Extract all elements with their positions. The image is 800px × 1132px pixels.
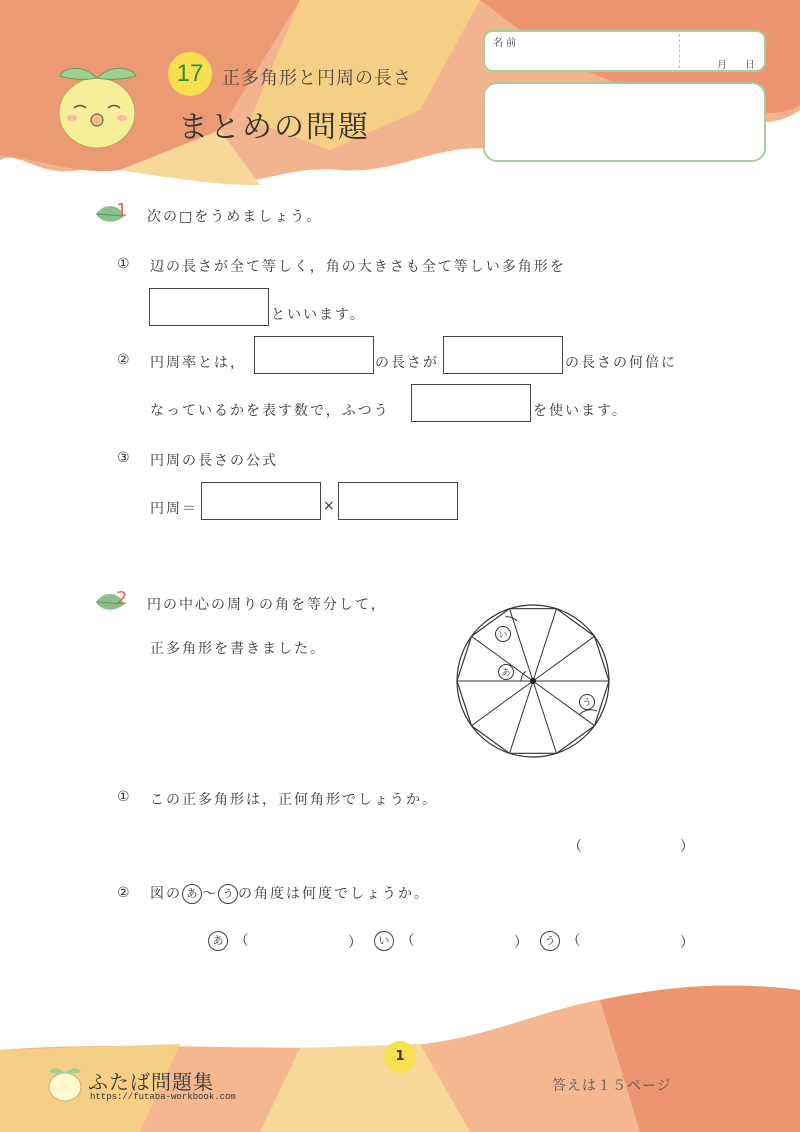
page-number-badge (384, 1041, 416, 1073)
q1-item2-answer-box-3[interactable] (411, 384, 531, 422)
q2-answer-u (540, 930, 582, 951)
q1-item1-answer-box[interactable] (149, 288, 269, 326)
q2-answer-u-field[interactable] (592, 928, 682, 950)
q2-item2-mark-u: う (218, 884, 238, 904)
month-label: 月 (717, 60, 727, 71)
angle-arc-u (579, 710, 597, 715)
q2-answer-a-mark: あ (208, 931, 228, 951)
q2-answer-a-field[interactable] (260, 928, 350, 950)
label-i: い (498, 630, 508, 641)
q1-item2-after: の長さの何倍に (565, 355, 677, 371)
q2-answer-a-close: ） (348, 935, 364, 951)
unit-number: 17 (176, 60, 204, 87)
q2-item1-answer-field[interactable] (590, 832, 680, 854)
q2-answer-i-field[interactable] (426, 928, 516, 950)
q1-item2-line2: なっているかを表す数で，ふつう (150, 403, 390, 419)
q1-item2-answer-box-2[interactable] (443, 336, 563, 374)
angle-arc-i (505, 617, 517, 621)
name-label: 名 前 (493, 38, 517, 49)
label-a: あ (501, 668, 511, 679)
page-number: 1 (395, 1049, 405, 1064)
label-u-mark (580, 695, 595, 710)
q2-item2-mark-a: あ (182, 884, 202, 904)
q1-item2-prefix: 円周率とは， (150, 355, 246, 371)
question-1-leaf-icon (94, 200, 134, 232)
q2-item2-text (150, 883, 430, 904)
q2-item2-number: ② (117, 885, 132, 901)
q2-item1-paren-close: ） (680, 839, 696, 855)
q1-item3-number: ③ (117, 450, 132, 466)
q1-item3-answer-box-1[interactable] (201, 482, 321, 520)
footer-mascot-icon (44, 1062, 86, 1104)
q1-item2-suffix: を使います。 (533, 403, 628, 419)
unit-number-badge (168, 52, 212, 96)
section-title: まとめの問題 (178, 110, 370, 145)
brand-name: ふたば問題集 (88, 1070, 214, 1094)
q2-answer-i-close: ） (514, 935, 530, 951)
unit-title: 正多角形と円周の長さ (222, 68, 412, 89)
q2-item2-pre: 図の (150, 886, 182, 902)
q1-item3-answer-box-2[interactable] (338, 482, 458, 520)
score-box[interactable] (483, 82, 766, 162)
q1-item3-title: 円周の長さの公式 (150, 453, 278, 469)
q2-answer-i-open: （ (400, 933, 417, 949)
label-u: う (582, 698, 592, 709)
answer-page-note: 答えは１５ページ (552, 1078, 672, 1094)
name-divider (679, 34, 680, 68)
question-2-line2: 正多角形を書きました。 (150, 641, 326, 657)
question-1-number: 1 (116, 200, 128, 221)
q2-item2-tilde: ～ (202, 886, 218, 902)
q1-item2-number: ② (117, 352, 132, 368)
label-a-mark (499, 665, 514, 680)
q2-answer-i-mark: い (374, 931, 394, 951)
day-label: 日 (745, 60, 755, 71)
q1-item1-suffix: といいます。 (271, 307, 366, 323)
q2-item2-post: の角度は何度でしょうか。 (238, 886, 430, 902)
q2-item1-text: この正多角形は，正何角形でしょうか。 (150, 792, 438, 808)
mascot-illustration (52, 58, 142, 153)
q1-item2-mid: の長さが (375, 355, 439, 371)
q1-item1-text: 辺の長さが全て等しく，角の大きさも全て等しい多角形を (150, 259, 566, 275)
brand-url[interactable]: https://futaba-workbook.com (90, 1092, 236, 1102)
q2-item1-paren-open: （ (568, 839, 584, 855)
q1-item2-answer-box-1[interactable] (254, 336, 374, 374)
q1-item3-times: × (323, 498, 337, 514)
question-2-line1: 円の中心の周りの角を等分して， (147, 597, 387, 613)
q2-answer-u-open: （ (566, 933, 583, 949)
q2-item1-number: ① (117, 789, 132, 805)
q2-answer-a-open: （ (234, 933, 251, 949)
question-2-leaf-icon (94, 588, 134, 620)
decagon-diagram (455, 603, 611, 759)
q2-answer-i (374, 930, 416, 951)
name-field[interactable] (483, 30, 766, 72)
label-i-mark (496, 627, 511, 642)
question-1-instruction: 次の□をうめましょう。 (147, 209, 323, 225)
q1-item3-formula-label: 円周＝ (150, 501, 198, 517)
q2-answer-a (208, 930, 250, 951)
q2-answer-u-close: ） (680, 935, 696, 951)
center-point (530, 678, 536, 684)
q2-answer-u-mark: う (540, 931, 560, 951)
q1-item1-number: ① (117, 256, 132, 272)
question-2-number: 2 (116, 588, 128, 609)
